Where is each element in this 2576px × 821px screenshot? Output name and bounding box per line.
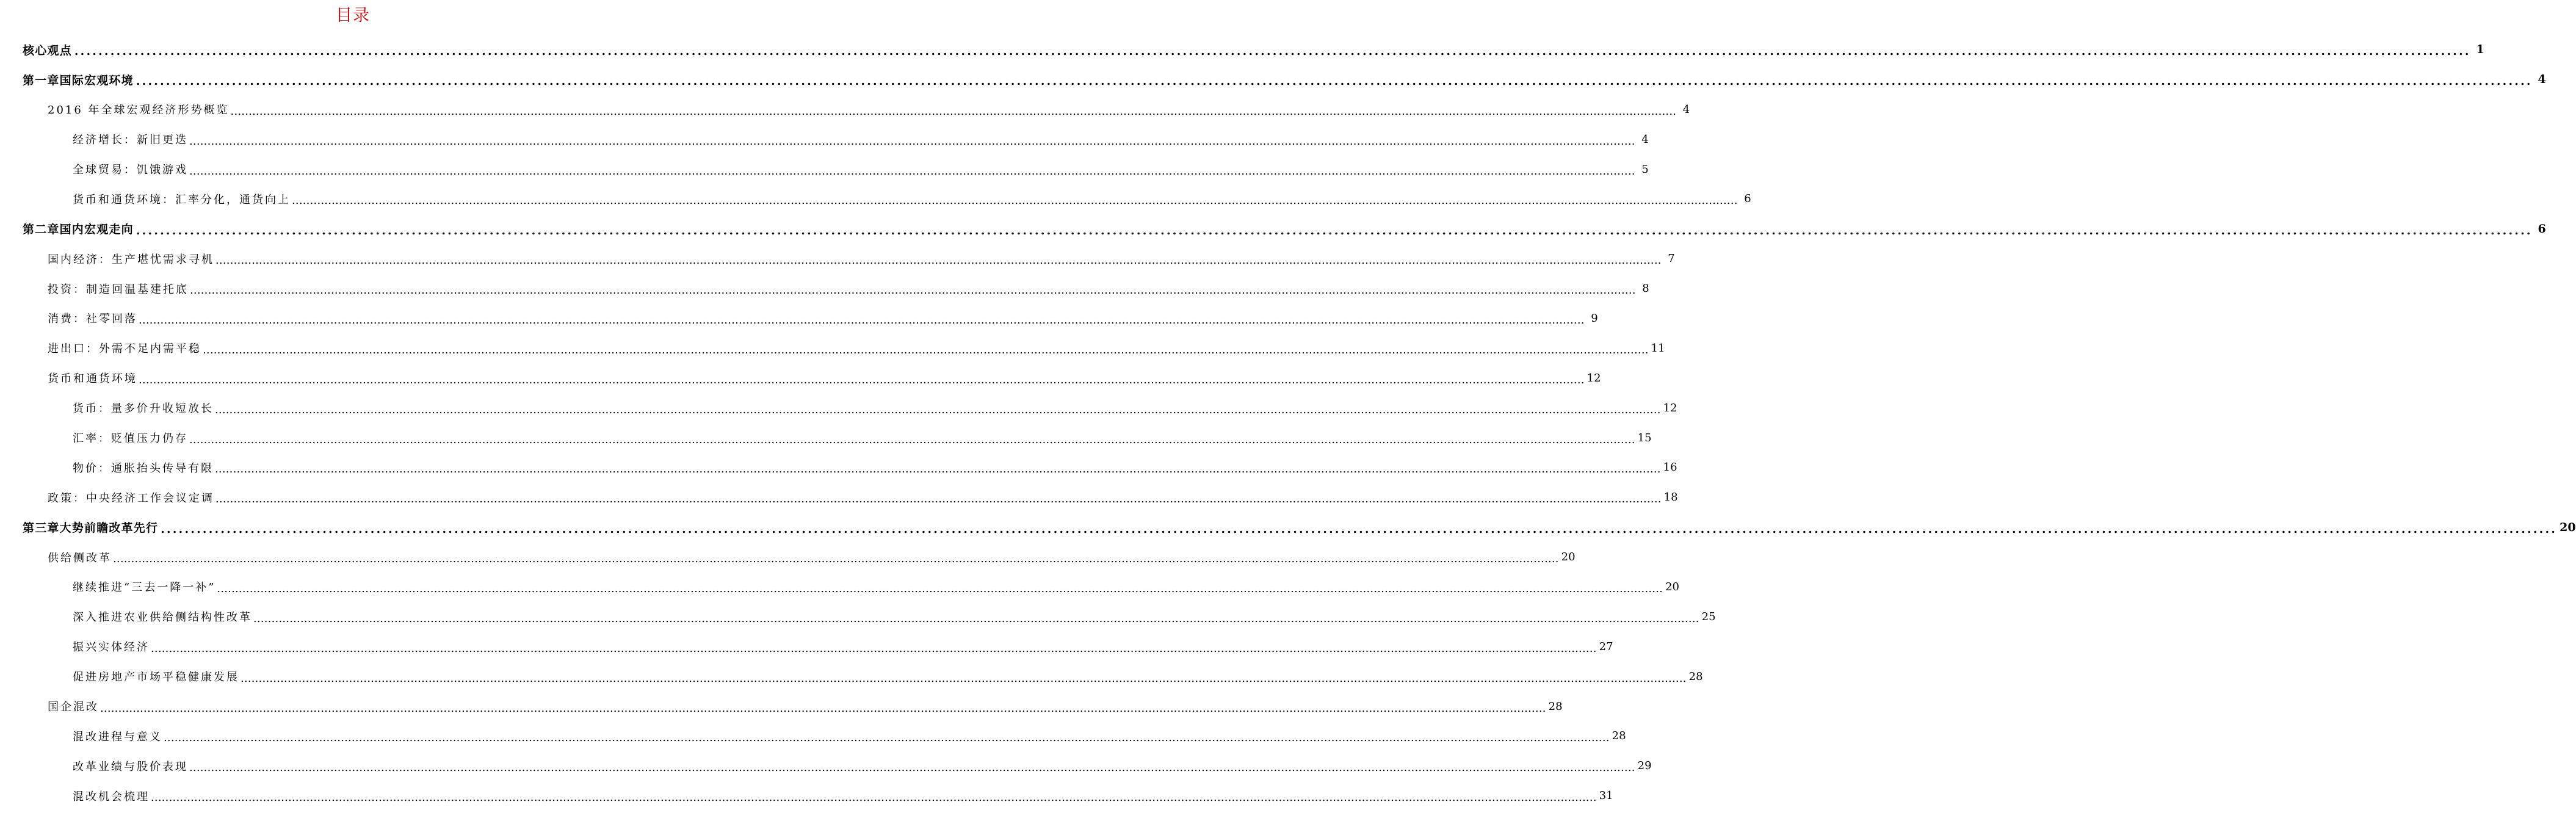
- toc-entry-label: 第一章国际宏观环境: [23, 73, 134, 87]
- toc-entry[interactable]: [0, 512, 2576, 542]
- toc-entry-page: 20: [1665, 580, 1679, 593]
- toc-entry-page: 7: [1668, 252, 1675, 266]
- toc-entry-page: 6: [1744, 192, 1751, 206]
- toc-entry[interactable]: [0, 363, 1601, 393]
- toc-entry-page: 18: [1663, 491, 1678, 504]
- dot-leader: ................................................................................................................................................................................................................................................................................................................................................................................................................: [189, 433, 1635, 446]
- toc-entry-page: 25: [1701, 610, 1716, 623]
- dot-leader: ................................................................................................................................................................................................................................................................................................................................................................................................................: [189, 134, 1635, 148]
- toc-entry-label: 促进房地产市场平稳健康发展: [73, 671, 239, 684]
- toc-entry-label: 混改机会梳理: [73, 790, 150, 803]
- toc-list: [0, 35, 2576, 811]
- dot-leader: ................................................................................................................................................................................................................................................................................................................................................................................................................: [113, 552, 1559, 566]
- toc-entry[interactable]: [0, 184, 1751, 214]
- toc-entry-page: 4: [1682, 103, 1690, 116]
- toc-entry[interactable]: [0, 95, 1690, 125]
- dot-leader: ................................................................................................................................................................................................................................................................................................................................................................................................................: [189, 164, 1635, 178]
- toc-entry-page: 1: [2476, 43, 2484, 57]
- toc-entry[interactable]: [0, 482, 1678, 512]
- dot-leader: ................................................................................................................................................................................................................................................................................................................................................................................................................: [74, 45, 2471, 59]
- dot-leader: ................................................................................................................................................................................................................................................................................................................................................................................................................: [136, 223, 2533, 237]
- toc-entry-label: 第三章大势前瞻改革先行: [23, 521, 159, 535]
- dot-leader: ................................................................................................................................................................................................................................................................................................................................................................................................................: [151, 791, 1597, 805]
- toc-entry-label: 政策：中央经济工作会议定调: [48, 491, 214, 505]
- toc-entry-label: 物价：通胀抬头传导有限: [73, 461, 214, 475]
- dot-leader: ................................................................................................................................................................................................................................................................................................................................................................................................................: [215, 403, 1661, 416]
- toc-entry[interactable]: [0, 65, 2546, 95]
- dot-leader: ................................................................................................................................................................................................................................................................................................................................................................................................................: [189, 761, 1635, 775]
- dot-leader: ................................................................................................................................................................................................................................................................................................................................................................................................................: [164, 731, 1610, 745]
- toc-entry-page: 4: [1641, 132, 1649, 146]
- toc-entry[interactable]: [0, 781, 1613, 811]
- toc-entry[interactable]: [0, 572, 1679, 602]
- toc-entry[interactable]: [0, 751, 1652, 781]
- toc-entry[interactable]: [0, 632, 1613, 662]
- dot-leader: ................................................................................................................................................................................................................................................................................................................................................................................................................: [161, 522, 2558, 536]
- toc-title: 目录: [336, 6, 370, 25]
- dot-leader: ................................................................................................................................................................................................................................................................................................................................................................................................................: [215, 254, 1662, 267]
- toc-entry-page: 12: [1586, 371, 1601, 385]
- dot-leader: ................................................................................................................................................................................................................................................................................................................................................................................................................: [215, 463, 1661, 476]
- toc-entry-label: 第二章国内宏观走向: [23, 223, 134, 237]
- toc-entry-page: 8: [1642, 282, 1649, 295]
- toc-entry-label: 货币：量多价升收短放长: [73, 402, 214, 416]
- toc-entry-label: 货币和通货环境：汇率分化，通货向上: [73, 193, 291, 206]
- toc-entry-page: 28: [1612, 729, 1626, 743]
- toc-entry-page: 20: [1561, 551, 1576, 564]
- toc-entry-page: 6: [2538, 222, 2546, 236]
- toc-entry-page: 28: [1548, 700, 1563, 713]
- toc-entry-label: 2016 年全球宏观经济形势概览: [48, 104, 230, 117]
- toc-entry[interactable]: [0, 542, 1576, 572]
- toc-entry[interactable]: [0, 273, 1649, 303]
- toc-entry-label: 核心观点: [23, 43, 72, 57]
- toc-entry-page: 12: [1663, 401, 1677, 414]
- toc-entry[interactable]: [0, 662, 1703, 692]
- toc-entry[interactable]: [0, 423, 1652, 453]
- toc-entry-label: 国企混改: [48, 701, 99, 714]
- dot-leader: ................................................................................................................................................................................................................................................................................................................................................................................................................: [241, 671, 1687, 685]
- toc-entry[interactable]: [0, 692, 1563, 722]
- dot-leader: ................................................................................................................................................................................................................................................................................................................................................................................................................: [100, 701, 1546, 715]
- toc-entry-label: 货币和通货环境: [48, 372, 137, 386]
- dot-leader: ................................................................................................................................................................................................................................................................................................................................................................................................................: [253, 612, 1699, 625]
- toc-entry[interactable]: [0, 602, 1716, 632]
- toc-entry[interactable]: [0, 125, 1649, 154]
- toc-entry[interactable]: [0, 333, 1665, 363]
- dot-leader: ................................................................................................................................................................................................................................................................................................................................................................................................................: [230, 104, 1677, 118]
- toc-entry-label: 改革业绩与股价表现: [73, 760, 188, 773]
- toc-entry[interactable]: [0, 303, 1598, 333]
- toc-entry-page: 27: [1599, 640, 1613, 653]
- dot-leader: ................................................................................................................................................................................................................................................................................................................................................................................................................: [217, 582, 1663, 595]
- toc-entry-page: 20: [2560, 520, 2576, 534]
- toc-entry-label: 进出口：外需不足内需平稳: [48, 342, 201, 356]
- dot-leader: ................................................................................................................................................................................................................................................................................................................................................................................................................: [139, 373, 1585, 386]
- dot-leader: ................................................................................................................................................................................................................................................................................................................................................................................................................: [136, 74, 2533, 89]
- toc-entry[interactable]: [0, 244, 1675, 273]
- toc-entry[interactable]: [0, 214, 2546, 244]
- dot-leader: ................................................................................................................................................................................................................................................................................................................................................................................................................: [215, 493, 1662, 506]
- toc-entry-label: 深入推进农业供给侧结构性改革: [73, 611, 252, 624]
- toc-entry-label: 经济增长：新旧更迭: [73, 134, 188, 147]
- toc-entry-label: 全球贸易：饥饿游戏: [73, 164, 188, 176]
- toc-entry[interactable]: [0, 721, 1626, 751]
- dot-leader: ................................................................................................................................................................................................................................................................................................................................................................................................................: [139, 313, 1585, 327]
- toc-entry-label: 供给侧改革: [48, 551, 112, 565]
- toc-entry[interactable]: [0, 154, 1649, 184]
- dot-leader: ................................................................................................................................................................................................................................................................................................................................................................................................................: [190, 284, 1636, 297]
- toc-entry[interactable]: [0, 452, 1677, 482]
- toc-entry-page: 5: [1641, 162, 1649, 176]
- toc-entry-page: 11: [1651, 341, 1665, 355]
- dot-leader: ................................................................................................................................................................................................................................................................................................................................................................................................................: [151, 642, 1597, 655]
- dot-leader: ................................................................................................................................................................................................................................................................................................................................................................................................................: [203, 343, 1649, 356]
- toc-entry-page: 15: [1637, 431, 1652, 444]
- toc-entry-page: 29: [1637, 759, 1652, 773]
- toc-entry-label: 振兴实体经济: [73, 641, 150, 654]
- toc-entry-page: 28: [1688, 670, 1703, 683]
- toc-entry-label: 汇率：贬值压力仍存: [73, 432, 188, 446]
- toc-entry[interactable]: [0, 393, 1677, 423]
- toc-entry[interactable]: [0, 35, 2484, 65]
- toc-entry-label: 混改进程与意义: [73, 730, 162, 743]
- toc-entry-page: 16: [1663, 461, 1677, 474]
- dot-leader: ................................................................................................................................................................................................................................................................................................................................................................................................................: [292, 194, 1738, 208]
- toc-entry-label: 国内经济：生产堪忧需求寻机: [48, 253, 214, 266]
- toc-entry-page: 9: [1591, 311, 1598, 325]
- toc-entry-page: 31: [1599, 789, 1613, 803]
- toc-entry-label: 继续推进“三去一降一补”: [73, 581, 216, 595]
- toc-entry-label: 消费：社零回落: [48, 313, 137, 326]
- toc-entry-label: 投资：制造回温基建托底: [48, 283, 189, 296]
- toc-entry-page: 4: [2538, 73, 2546, 87]
